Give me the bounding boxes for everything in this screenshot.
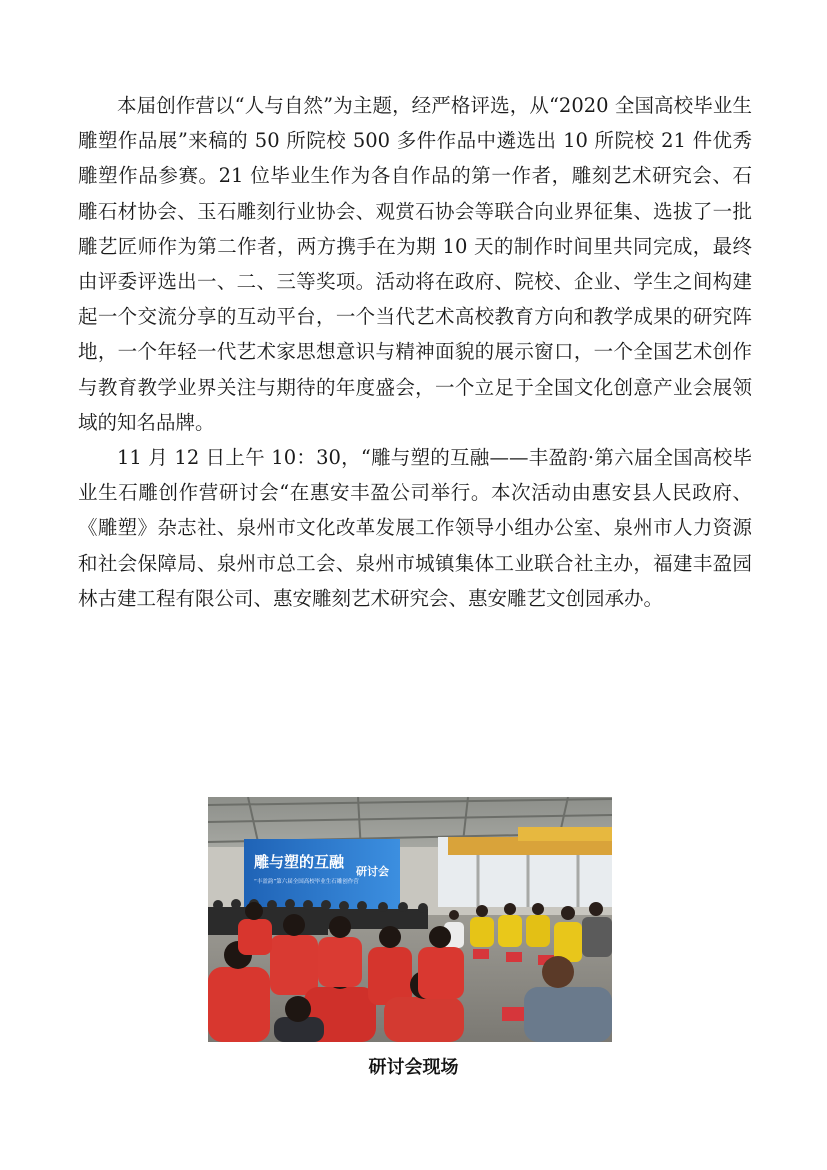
paragraph-2: 11 月 12 日上午 10：30，“雕与塑的互融——丰盈韵·第六届全国高校毕业生石雕创作营研讨会“在惠安丰盈公司举行。本次活动由惠安县人民政府、《雕塑》杂志社、泉州市文化改革发展工作领导小组办公室、泉州市人力资源和社会保障局、泉州市总工会、泉州市城镇集体工业联合社主办，福建丰盈园林古建工程有限公司、惠安雕刻艺术研究会、惠安雕艺文创园承办。 — [78, 446, 752, 610]
body-text — [78, 88, 752, 616]
photo-caption: 研讨会现场 — [368, 1057, 459, 1078]
banner-title-left: 雕与塑的互融 — [254, 853, 345, 871]
paragraph-1: 本届创作营以“人与自然”为主题，经严格评选，从“2020 全国高校毕业生雕塑作品展”来稿的 50 所院校 500 多件作品中遴选出 10 所院校 21 件优秀雕塑作品参赛。21 位毕业生作为各自作品的第一作者，雕刻艺术研究会、石雕石材协会、玉石雕刻行业协会、观赏石协会等联合向业界征集、选拔了一批雕艺匠师作为第二作者，两方携手在为期 10 天的制作时间里共同完成，最终由评委评选出一、二、三等奖项。活动将在政府、院校、企业、学生之间构建起一个交流分享的互动平台，一个当代艺术高校教育方向和教学成果的研究阵地，一个年轻一代艺术家思想意识与精神面貌的展示窗口，一个全国艺术创作与教育教学业界关注与期待的年度盛会，一个立足于全国文化创意产业会展领域的知名品牌。 — [78, 94, 752, 434]
seminar-photo-illustration — [208, 797, 612, 1042]
banner-subtitle: “丰盈韵”第六届全国高校毕业生石雕创作营 — [254, 879, 359, 885]
seminar-photo — [208, 797, 612, 1042]
banner-title-right: 研讨会 — [356, 865, 389, 878]
